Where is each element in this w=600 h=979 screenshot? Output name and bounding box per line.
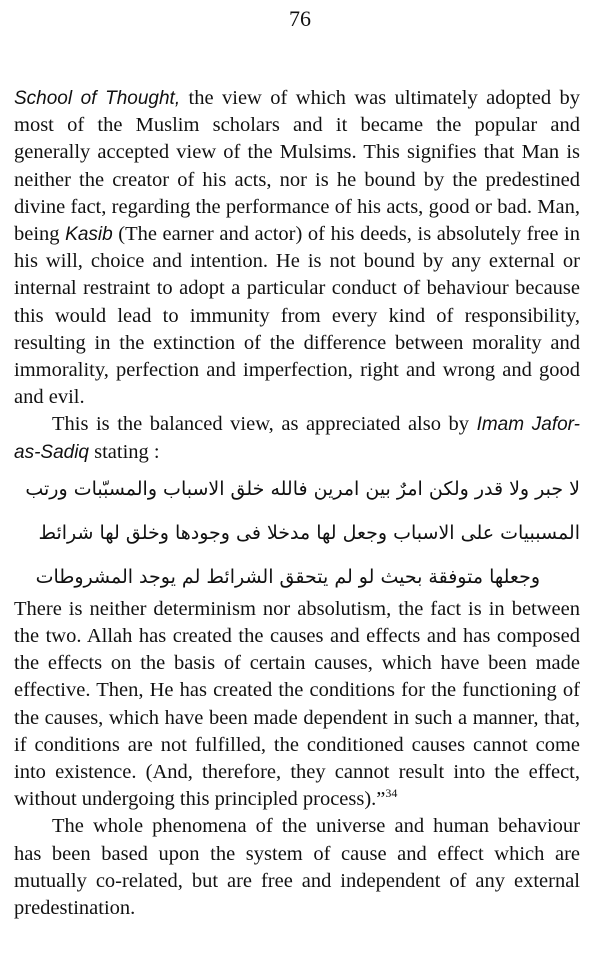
- italic-term-kasib: Kasib: [65, 224, 113, 246]
- paragraph-text: There is neither determinism nor absolutism, the fact is in between the two. Allah has created the causes and effects and has composed the effects on the basis of certain causes, which have been made effective. Then, He has created the conditions for the functioning of the causes, which have been made dependent in such a manner, that, if conditions are not fulfilled, the conditioned causes cannot come into existence. (And, therefore, they cannot result into the effect, without undergoing this principled process).”: [14, 597, 580, 811]
- paragraph-3: [14, 596, 580, 814]
- italic-phrase: School of Thought,: [14, 88, 181, 109]
- body-text: [14, 85, 580, 922]
- paragraph-text: (The earner and actor) of his deeds, is absolutely free in his will, choice and intention. He is not bound by any external or internal restraint to adopt a particular conduct of behaviour because this would lead to immunity from every kind of responsibility, resulting in the extinction of the difference between morality and immorality, perfection and imperfection, right and wrong and good and evil.: [14, 223, 581, 409]
- arabic-quote-line-3: وجعلها متوفقة بحيث لو لم يتحقق الشرائط لم يوجد المشروطات: [35, 565, 540, 588]
- paragraph-text: The whole phenomena of the universe and human behaviour has been based upon the system of cause and effect which are mutually co-related, but are free and independent of any external predestination.: [14, 815, 580, 920]
- arabic-quote-line-1: لا جبر ولا قدر ولكن امرٌ بين امرين فالله خلق الاسباب والمسبّبات ورتب: [25, 477, 580, 500]
- footnote-marker: 34: [385, 786, 398, 801]
- italic-name: Imam Jafor-as-Sadiq: [14, 414, 580, 463]
- arabic-quote-line-2: المسببيات على الاسباب وجعل لها مدخلا فى وجودها وخلق لها شرائط: [38, 521, 580, 544]
- paragraph-1: [14, 85, 580, 411]
- paragraph-text: the view of which was ultimately adopted by most of the Muslim scholars and it became the popular and generally accepted view of the Mulsims. This signifies that Man is neither the creator of his acts, nor is he bound by the predestined divine fact, regarding the performance of his acts, good or bad. Man, being: [14, 87, 580, 246]
- page-number: 76: [289, 6, 311, 31]
- paragraph-4: [14, 813, 580, 922]
- paragraph-2: [14, 411, 580, 465]
- paragraph-text: This is the balanced view, as appreciated also by: [52, 413, 477, 436]
- paragraph-text: stating :: [89, 440, 160, 463]
